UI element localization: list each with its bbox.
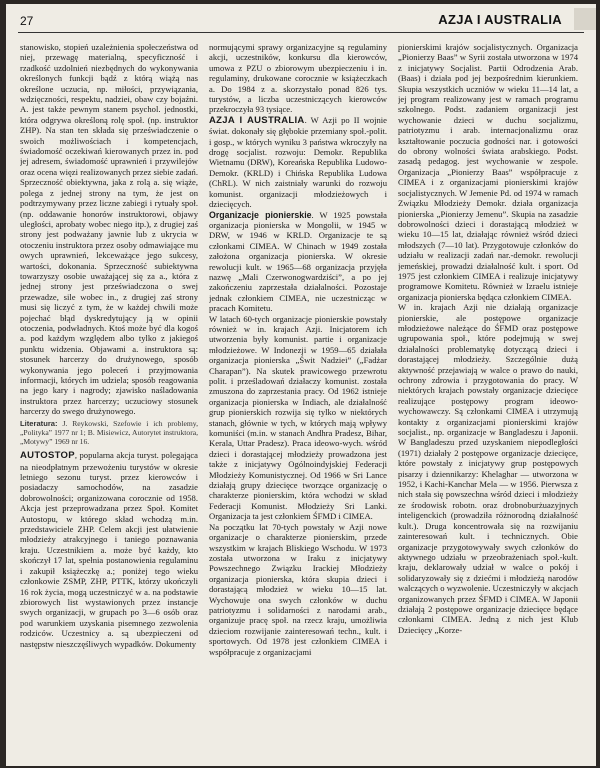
paragraph-other-asia: W in. krajach Azji nie działają organizacje pionierskie, ale postępowe organizacje młodzieżowe należące do ŚFMD oraz postępowe ugrupowania społ., które podejmują w swej działalności problematykę dotyczącą dzieci i dorastającej młodzieży. Szczególnie dużą aktywność przejawiają w walce o prawo do nauki, ochrony zdrowia i przygotowania do pracy. W niektórych krajach powstały organizacje dziecięce realizujące postępowy program ideowo-wychowawczy. Są członkami CIMEA i utrzymują kontakty z organizacjami pionierskimi krajów socjalist., np. organizacje w Bangladeszu i Japonii. W Bangladeszu przed uzyskaniem niepodległości (1971) działały 2 postępowe organizacje dziecięce, które powstały z inicjatywy grup postępowych pisarzy i dziennikarzy: Khelaghar — utworzona w 1952, i Kachi-Kanchar Mela — w 1956. Pierwsza z nich stała się powszechna wśród dzieci i młodzieży ze środowisk robotn. oraz drobnoburżuazyjnych inteligenckich (prowadziła różnorodną działalność kult.). Druga koncentrowała się na rozwijaniu zainteresowań kult. i technicznych. Obie organizacje przygotowywały swych członków do aktywnego udziału w przeobrażeniach społ.-kult. kraju, deklarowały udział w walce o pokój i solidaryzowały się z dziećmi i młodzieżą narodów walczących o wyzwolenie. Uczestniczyły w akcjach organizowanych przez ŚFMD i CIMEA. W Japonii działają 2 postępowe organizacje dziecięce będące członkami CIMEA. Jedną z nich jest Klub Dziecięcy „Korze-	[398, 302, 578, 635]
entry-autostop	[20, 450, 198, 649]
page-header	[6, 4, 596, 34]
literature-label: Literatura:	[20, 418, 58, 428]
header-rule	[18, 32, 584, 33]
page-number: 27	[20, 14, 34, 28]
paragraph-autostop-cont: normującymi sprawy organizacyjne są regulaminy akcji, uczestników, konkursu dla kierowców, umowa z PZU o zbiorowym ubezpieczeniu i in. regulaminy, drukowane corocznie w książeczkach a. Do 1984 z a. skorzystało ponad 826 tys. turystów, a liczba uczestniczących kierowców przekroczyła 93 tysiące.	[209, 42, 387, 115]
section-title: AZJA I AUSTRALIA	[438, 12, 562, 27]
subhead-organizacje: Organizacje pionierskie	[209, 209, 312, 220]
paragraph-70s: Na początku lat 70-tych powstały w Azji nowe organizacje o charakterze pionierskim, przede wszystkim w krajach Bliskiego Wschodu. W 1973 została utworzona w Iraku z inicjatywy Powszechnego Związku Irackiej Młodzieży organizacja pionierska, która skupia dzieci i dorastającą młodzież w wieku 10—15 lat. Wychowuje ona swych członków w duchu patriotyzmu i solidarności z narodami arab., organizuje pracę społ. na rzecz kraju, umożliwia dzieciom rozwijanie zainteresowań techn., kult. i sportowych. Od 1978 jest członkiem CIMEA i współpracuje z organizacjami	[209, 521, 387, 657]
column-2	[209, 42, 387, 756]
entry-azja	[209, 115, 387, 210]
entry-text-azja: . W Azji po II wojnie świat. dokonały się głębokie przemiany społ.-polit. i gosp., w których wyniku 3 państwa wkroczyły na drogę socjalist. rozwoju: Demokr. Republika Wietnamu (DRW), Koreańska Republika Ludowo-Demokr. (KRLD) i Chińska Republika Ludowa (ChRL). W nich zaistniały warunki do rozwoju komunist. organizacji młodzieżowych i dziecięcych.	[209, 114, 387, 210]
paragraph-authority: stanowisko, stopień uzależnienia społeczeństwa od niej, przewagę materialną, specyficzność i rzadkość uzdolnień niezbędnych do wykonywania określonych funkcji bądź z którą wiążą nas określone uczucia, np. miłości, przywiązania, wdzięczności, respektu, nadziei, obaw czy bojaźni. A. jest także pewnym stanem psychol. jednostki, która odgrywa określoną rolę społ. (np. instruktor ZHP). Na stan ten składa się przeświadczenie o swoich możliwościach i kompetencjach, świadomość oczekiwań kierowanych przez in. pod jej adresem, świadomość uprawnień i przywilejów oraz ocena więzi realizowanych przez siebie zadań. Sprzeczność obiektywna, jaka z rolą a. się wiąże, polega z jednej strony na tym, że jest on podtrzymywany przez liczne zabiegi i rytuały społ. (np. oddawanie honorów instruktorowi, objawy uległości, aprobaty wobec niego itp.), z drugiej zaś strony jest podważany jawnie lub z ukrycia w otoczeniu instruktora przez osoby odmawiające mu owych uprawnień, lekceważące jego sukcesy, wartości, dokonania. Sprzeczność subiektywna towarzyszy osobie uważającej się za a., która z jednej strony jest przeświadczona o swej przewadze, sile wobec in., z drugiej zaś strony musi się liczyć z tym, że w każdej chwili może pojechać błąd dyskredytujący ją w opinii otoczenia, podwładnych. Ktoś może być dla kogoś a. pod każdym względem albo tylko z jakiegoś punktu widzenia. Objawami a. instruktora są: stosunek harcerzy do drużynowego, sposób wykonywania jego poleceń i przyjmowania informacji, których im udziela; sposób reagowania na jego kary i nagrody; zjawisko naśladowania instruktora przez harcerzy; uczuciowy stosunek harcerzy do swego drużynowego.	[20, 42, 198, 417]
literature-text: J. Reykowski, Szefowie i ich problemy, „Polityka” 1977 nr 1; B. Misiewicz, Autorytet instruktora, „Motywy” 1969 nr 16.	[20, 418, 198, 447]
column-3	[398, 42, 578, 756]
paragraph-syria-jemen: pionierskimi krajów socjalistycznych. Organizacja „Pionierzy Baas” w Syrii została utworzona w 1974 z inicjatywy Socjalist. Partii Odrodzenia Arab. (Baas) i działa pod jej bezpośrednim kierunkiem. Skupia wszystkich uczniów w wieku 11—14 lat, a jej program realizowany jest w ramach programu szkolnego. Podst. zadaniem organizacji jest wychowanie dzieci w duchu socjalizmu, patriotyzmu i arab. internacjonalizmu oraz kształtowanie poczucia godności nar. i gotowości do obrony wolności świata arabskiego. Podst. zasadą pedagog. jest wychowanie w zespole. Organizacja „Pionierzy Baas” współpracuje z CIMEA i z organizacjami pionierskimi krajów socjalistycznych. W Jemenie Pd. od 1974 w ramach Związku Młodzieży Demokr. działa organizacja pionierska „Pionierzy Jemenu”. Skupia na zasadzie dobrowolności dzieci i dorastającą młodzież w wieku 10—15 lat, działając również wśród dzieci młodszych (7—10 lat). Przygotowuje członków do udziału w realizacji zadań nar.-demokr. rewolucji jemeńskiej, prowadzi działalność kult. i sport. Od 1975 jest członkiem CIMEA i realizuje inicjatywy programowe Komitetu. Również w Izraelu istnieje organizacja pionierska będąca członkiem CIMEA.	[398, 42, 578, 302]
entry-text-autostop: , popularna akcja turyst. polegająca na nieodpłatnym przewożeniu turystów w okresie letniego sezonu turyst. przez kierowców i posiadaczy samochodów, na zasadzie dobrowolności; organizowana corocznie od 1958. Akcja jest przeprowadzana przez Społ. Komitet Autostopu, w którego skład wchodzą m.in. przedstawiciele ZHP. Celem akcji jest ułatwienie młodzieży atrakcyjnego i taniego poznawania kraju. Uczestnikiem a. może być każdy, kto skończył 17 lat, spełnia postanowienia regulaminu i zakupił książeczkę a.; poniżej tego wieku członkowie ZSMP, ZHP, PTTK, którzy ukończyli 16 rok życia, mogą uczestniczyć w a. na podstawie zbiorowych list wystawionych przez instancje swych organizacji, w grupach po 3—6 osób oraz pod warunkiem uzyskania pisemnego zezwolenia rodziców. Uczestnicy a. są ubezpieczeni od następstw nieszczęśliwych wypadków. Dokumenty	[20, 450, 198, 649]
corner-tab	[574, 8, 596, 30]
book-page	[6, 4, 596, 766]
subentry-text-organizacje: . W 1925 powstała organizacja pionierska w Mongolii, w 1945 w DRW, w 1946 w KRLD. Organizacje te są członkami CIMEA. W Chinach w 1949 została założona organizacja pionierska. W okresie rewolucji kult. w 1965—68 organizacja przyjęła nazwę „Mali Czerwonogwardziści”, a po jej zakończeniu zaprzestała działalności. Pozostaje jednak członkiem CIMEA, nie uczestnicząc w pracach Komitetu.	[209, 209, 387, 314]
entry-title-azja: AZJA I AUSTRALIA	[209, 114, 305, 126]
paragraph-60s: W latach 60-tych organizacje pionierskie powstały również w in. krajach Azji. Inicjatorem ich utworzenia były komunist. partie i organizacje młodzieżowe. W Indonezji w 1959—65 działała organizacja pionierska „Świt Nadziei” („Fadżar Charapan”). Na skutek prawicowego przewrotu polit. i prześladowań działaczy komunist. została zmuszona do zaprzestania pracy. Od 1962 istnieje organizacja pionierska w Indiach, ale działalność grup pionierskich rozwija się tylko w niektórych stanach, głównie w tych, w których mają wpływy komuniści (m.in. w stanach Andhra Pradesz, Bihar, Kerala, Uttar Pradesz). Praca ideowo-wych. wśród dzieci i dorastającej młodzieży prowadzona jest także z inicjatywy Ogólnoindyjskiej Federacji Młodzieży Komunistycznej. Od 1966 w Sri Lance działają grupy dziecięce tworzące organizację o charakterze pionierskim, która wchodzi w skład Federacji Komunist. Młodzieży Sri Lanki. Organizacja ta jest członkiem ŚFMD i CIMEA.	[209, 313, 387, 522]
column-1	[20, 42, 198, 756]
entry-title-autostop: AUTOSTOP	[20, 450, 75, 462]
literature-note	[20, 419, 198, 447]
subentry-organizacje	[209, 210, 387, 314]
